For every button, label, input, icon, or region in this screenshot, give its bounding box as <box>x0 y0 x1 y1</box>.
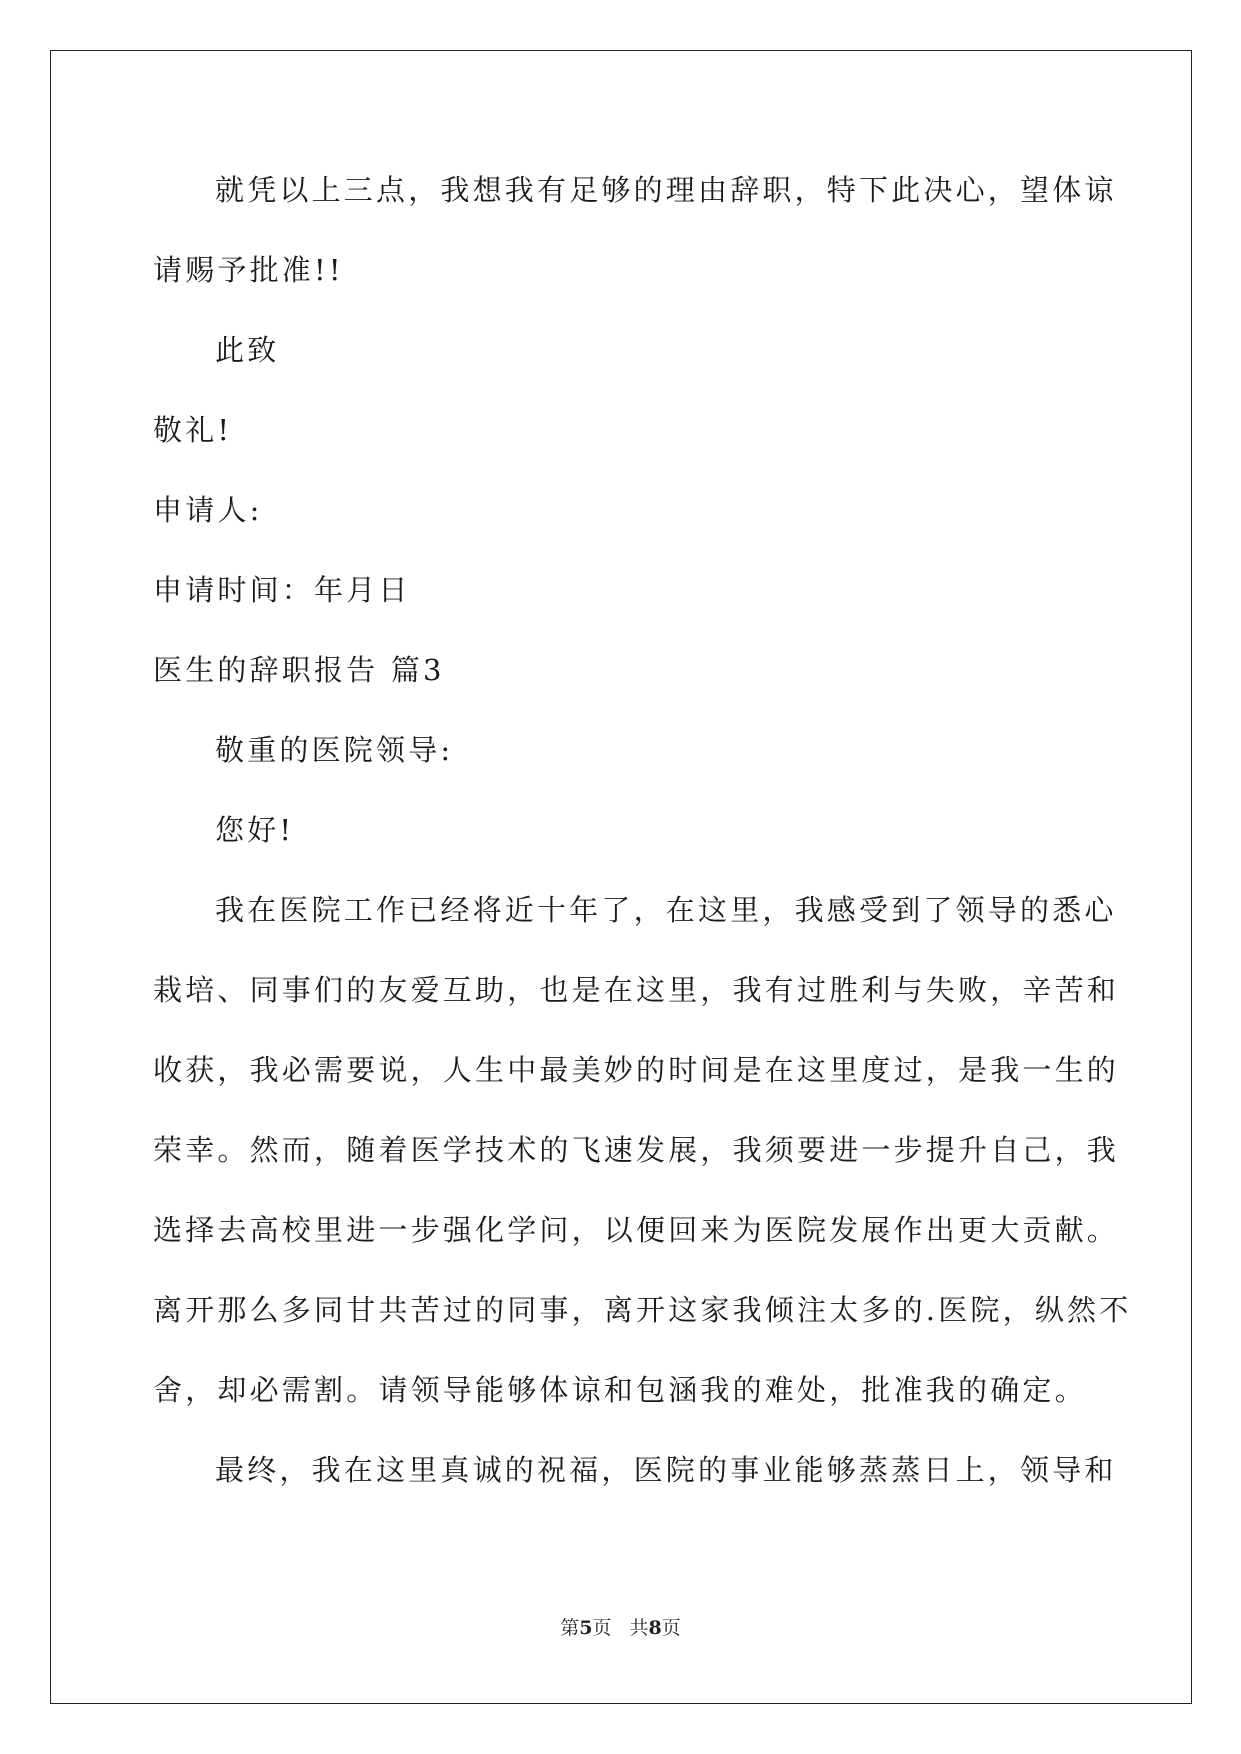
paragraph-line: 离开那么多同甘共苦过的同事，离开这家我倾注太多的.医院，纵然不 <box>153 1293 1132 1327</box>
applicant-label: 申请人: <box>153 493 263 527</box>
paragraph-line: 请赐予批准!! <box>153 253 344 287</box>
page-footer <box>0 1616 1241 1640</box>
closing-line: 此致 <box>215 333 280 367</box>
page-total-suffix: 页 <box>661 1617 681 1639</box>
page-number-suffix: 页 <box>592 1617 612 1639</box>
page-number-current: 5 <box>579 1617 593 1639</box>
salutation-line: 敬礼! <box>153 413 233 447</box>
paragraph-line: 我在医院工作已经将近十年了，在这里，我感受到了领导的悉心 <box>215 893 1117 927</box>
letter-hello: 您好! <box>215 813 295 847</box>
paragraph-line: 最终，我在这里真诚的祝福，医院的事业能够蒸蒸日上，领导和 <box>215 1453 1117 1487</box>
paragraph-line: 收获，我必需要说，人生中最美妙的时间是在这里度过，是我一生的 <box>153 1053 1120 1087</box>
paragraph-line: 选择去高校里进一步强化学问，以便回来为医院发展作出更大贡献。 <box>153 1213 1120 1247</box>
letter-greeting: 敬重的医院领导: <box>215 733 454 767</box>
paragraph-line: 栽培、同事们的友爱互助，也是在这里，我有过胜利与失败，辛苦和 <box>153 973 1120 1007</box>
page-number-total: 8 <box>648 1617 662 1639</box>
application-date-label: 申请时间：年月日 <box>153 573 411 607</box>
paragraph-line: 就凭以上三点，我想我有足够的理由辞职，特下此决心，望体谅 <box>215 173 1117 207</box>
paragraph-line: 荣幸。然而，随着医学技术的飞速发展，我须要进一步提升自己，我 <box>153 1133 1120 1167</box>
section-heading: 医生的辞职报告 篇3 <box>153 653 445 687</box>
paragraph-line: 舍，却必需割。请领导能够体谅和包涵我的难处，批准我的确定。 <box>153 1373 1087 1407</box>
page-number-prefix: 第 <box>560 1617 580 1639</box>
page-total-prefix: 共 <box>629 1617 649 1639</box>
